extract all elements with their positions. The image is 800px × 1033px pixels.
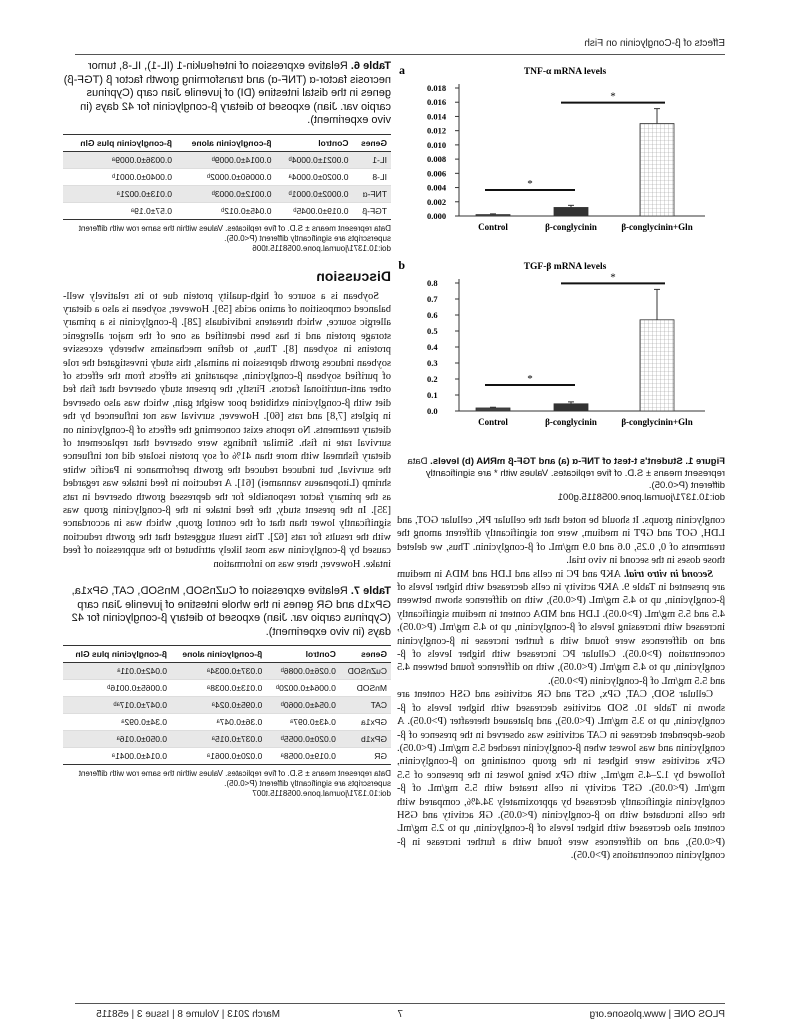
table7-note [63, 769, 391, 799]
category-label: β-conglycinin [545, 417, 597, 427]
table-cell: IL-1 [352, 151, 391, 168]
table-cell: 0.0021±0.0004ᵇ [276, 151, 353, 168]
table-cell: 0.054±0.0060ᵇ [266, 697, 340, 714]
figure1-panel-a [397, 60, 725, 255]
table-cell: IL-8 [352, 168, 391, 185]
significance-mark: * [610, 271, 616, 284]
y-tick-label: 0.008 [427, 154, 447, 165]
significance-mark: * [527, 178, 533, 190]
table-cell: 0.0020±0.0004ᵃ [276, 168, 353, 185]
y-tick-label: 0.5 [427, 326, 438, 336]
header-rule [75, 54, 725, 55]
table-cell: 0.037±0.0034ᵃ [171, 663, 266, 680]
discussion-paragraph-1: Soybean is a source of high-quality protein due to its relatively well-balanced composition of amino acids [59]. However, soybean is also a dietary allergic source, which threatens individuals [28]. β-conglycinin is a primary storage protein and it has been identified as one of the major allergenic proteins in soybean [8]. Thus, to define mechanisms whereby excessive soybean induces growth depression in animals, this study investigated the role of purified soybean β-conglycinin, separating its effects from the effects of other anti-nutritional factors. Firstly, the present study observed that fish fed diet with β-conglycinin exhibited poor weight gain, which was also observed in piglets [7,8] and rats [60]. However, survival was not influenced by the dietary treatments. No reports exist concerning the effects of β-conglycinin on survival rate in fish. Similar findings were observed that replacement of dietary fishmeal with more than 41% of soy protein isolate did not influence the survival, but induced reduced the growth performance in Pacific white shrimp (Litopenaeus vannamei) [61]. A reduction in feed intake was regarded as the primary factor responsible for the depressed growth observed in rats [35]. In the present study, the feed intake in the β-conglycinin group was significantly lower than that of the control group, which was in accordance with the results for rats [62]. This result suggested that the growth reduction caused by β-conglycinin was most likely attributed to the suppression of feed intake. However, there was no information [63, 290, 391, 570]
table7-doi[interactable]: doi:10.1371/journal.pone.0058115.t007 [252, 789, 391, 799]
table-cell: 0.0065±0.0016ᵇ [63, 680, 171, 697]
chart-tnf-alpha [397, 60, 725, 250]
category-label: Control [478, 222, 508, 232]
significance-mark: * [610, 90, 616, 103]
panel-letter: b [398, 258, 405, 272]
table-cell: TGF-β [352, 202, 391, 219]
results-paragraph-1: conglycinin groups. It should be noted that the cellular PK, cellular GOT, and LDH, GOT and GPT in medium, were not significantly different among the treatments of 0, 0.25, 0.6 and 0.9 mg/mL of β-conglycinin. Thus, we deleted those doses in the second in vivo trial. [397, 515, 725, 567]
table-cell: 0.013±0.0021ᵃ [63, 185, 176, 202]
table6-label: Table 6. [350, 60, 391, 72]
table6-header-row [63, 134, 391, 151]
table-cell: 0.045±0.012ᵇ [176, 202, 276, 219]
figure1-panel-b [397, 255, 725, 450]
y-tick-label: 0.4 [427, 342, 438, 352]
category-label: β-conglycinin+Gln [621, 417, 693, 427]
table-row [63, 202, 391, 219]
table-cell: 0.00060±0.0002ᵇ [176, 168, 276, 185]
table6-col-gln: β-conglycinin plus Gln [63, 134, 176, 151]
table7-title [63, 585, 391, 639]
table-cell: 0.36±0.047ᵃ [171, 714, 266, 731]
footer-journal[interactable]: PLOS ONE | www.plosone.org [589, 1009, 725, 1020]
table7-col-gln: β-conglycinin plus Gln [63, 646, 171, 663]
y-tick-label: 0.8 [427, 278, 438, 288]
table-cell: 0.095±0.024ᵃ [171, 697, 266, 714]
table6-caption: Relative expression of interleukin-1 (IL-1), IL-8, tumor necrosis factor-α (TNF-α) and transforming growth factor β (TGF-β) genes in the distal intestine (DI) of juvenile Jian carp (Cyprinus carpio var. Jian) exposed to dietary β-conglycinin for 42 days (in vivo experiment). [63, 60, 391, 126]
y-tick-label: 0.000 [427, 211, 447, 221]
table6-note [63, 224, 391, 254]
results-paragraph-2 [397, 568, 725, 689]
table7-col-control: Control [266, 646, 340, 663]
figure1-caption-title: Figure 1. Student's t-test of TNF-α (a) and TGF-β mRNA (b) levels. [430, 456, 725, 467]
results-subhead: Second in vitro trial. [623, 568, 713, 580]
y-tick-label: 0.7 [427, 294, 438, 304]
table6-col-genes: Genes [352, 134, 391, 151]
y-tick-label: 0.1 [427, 390, 438, 400]
footer-page-number: 7 [397, 1009, 403, 1020]
y-tick-label: 0.014 [427, 111, 447, 122]
table-cell: 0.026±0.0086ᵇ [266, 663, 340, 680]
table-cell: 0.57±0.19ᵃ [63, 202, 176, 219]
y-tick-label: 0.004 [427, 182, 447, 193]
table7-label: Table 7. [350, 585, 391, 598]
table-row [63, 168, 391, 185]
table6-doi[interactable]: doi:10.1371/journal.pone.0058115.t006 [252, 243, 391, 253]
table-row [63, 731, 391, 748]
results-paragraph-3: Cellular SOD, CAT, GPx, GST and GR activities and GSH content are shown in Table 10. SOD activities decreased with higher levels of β-conglycinin, up to 3.5 mg/mL (P<0.05), and plateaued thereafter (P>0.05). A dose-dependent decrease in CAT activities was observed in the presence of β-conglycinin and was lowest when β-conglycinin reached 5.5 mg/mL (P<0.05). GPx activities were highest in the group containing no β-conglycinin, followed by 1.2–4.5 mg/mL, with GPx being lowest in the presence of 5.5 mg/mL (P<0.05). GST activity in cells treated with 5.5 mg/mL of β-conglycinin significantly decreased by approximately 34.4%, compared with the cells incubated with no β-conglycinin (P<0.05). GR activity and GSH content also decreased with higher levels of β-conglycinin, up to 2.5 mg/mL (P<0.05), and no differences were found with a further increase in β-conglycinin concentrations (P>0.05). [397, 689, 725, 862]
y-tick-label: 0.006 [427, 168, 447, 179]
figure1-doi[interactable]: doi:10.1371/journal.pone.0058115.g001 [557, 492, 725, 503]
table6 [63, 134, 391, 220]
table-cell: 0.019±0.0045ᵇ [276, 202, 353, 219]
table7-note-text: Data represent means ± S.D. of five replicates. Values within the same row with different superscripts are significantly different (P<0.05). [78, 769, 391, 789]
table6-col-alone: β-conglycinin alone [176, 134, 276, 151]
right-column [63, 60, 391, 799]
panel-letter: a [399, 63, 405, 77]
y-tick-label: 0.6 [427, 310, 438, 320]
bar-0 [476, 408, 510, 411]
table-cell: GR [340, 748, 391, 765]
table-row [63, 185, 391, 202]
table-cell: 0.019±0.0058ᵃ [266, 748, 340, 765]
table-cell: CuZnSOD [340, 663, 391, 680]
table-cell: TNF-α [352, 185, 391, 202]
chart-title: TNF-α mRNA levels [523, 67, 607, 77]
left-column [397, 60, 725, 863]
table-cell: 0.0002±0.0001ᵇ [276, 185, 353, 202]
bar-0 [476, 215, 510, 217]
table-cell: 0.042±0.011ᵃ [63, 663, 171, 680]
y-tick-label: 0.018 [427, 83, 447, 93]
table-row [63, 680, 391, 697]
significance-mark: * [527, 373, 533, 385]
y-tick-label: 0.016 [427, 97, 447, 108]
y-tick-label: 0.3 [427, 358, 438, 368]
table-cell: 0.047±0.017ᵃᵇ [63, 697, 171, 714]
y-tick-label: 0.002 [427, 196, 447, 207]
table-cell: 0.0064±0.0020ᵇ [266, 680, 340, 697]
chart-title: TGF-β mRNA levels [523, 262, 607, 272]
discussion-heading: Discussion [316, 267, 391, 284]
y-tick-label: 0.2 [427, 374, 438, 384]
table-cell: CAT [340, 697, 391, 714]
table-row [63, 697, 391, 714]
table7-col-genes: Genes [340, 646, 391, 663]
table-cell: 0.43±0.097ᵃ [266, 714, 340, 731]
table-row [63, 151, 391, 168]
table-cell: 0.0036±0.0009ᵃ [63, 151, 176, 168]
running-header: Effects of β-Conglycinin on Fish [584, 38, 725, 49]
figure1-caption-body: Data represent means ± S.D. of five replicates. Values with * are significantly different (P<0.05). [407, 456, 725, 491]
table-cell: 0.34±0.092ᵃ [63, 714, 171, 731]
y-tick-label: 0.010 [427, 139, 447, 150]
table-cell: 0.0012±0.0003ᵇ [176, 185, 276, 202]
table-cell: 0.050±0.016ᵃ [63, 731, 171, 748]
table6-title [63, 60, 391, 128]
table-cell: 0.013±0.0038ᵃ [171, 680, 266, 697]
footer-issue: March 2013 | Volume 8 | Issue 3 | e58115 [96, 1009, 280, 1020]
table7-col-alone: β-conglycinin alone [171, 646, 266, 663]
table-cell: GPx1a [340, 714, 391, 731]
table7-caption: Relative expression of CuZnSOD, MnSOD, CAT, GPx1a, GPx1b and GR genes in the whole intestine of juvenile Jian carp (Cyprinus carpio var. Jian) exposed to dietary β-conglycinin for 42 days (in vivo experiment). [71, 585, 391, 638]
table-cell: 0.0040±0.0001ᵇ [63, 168, 176, 185]
table-cell: 0.037±0.015ᵃ [171, 731, 266, 748]
y-tick-label: 0.0 [427, 406, 438, 416]
footer-rule [75, 1003, 725, 1004]
category-label: β-conglycinin+Gln [621, 222, 693, 232]
results-paragraph-2-body: AKP and PC in cells and LDH and MDA in medium are presented in Table 9. AKP activity in cells decreased with higher levels of β-conglycinin, up to 4.5 mg/mL (P<0.05), with no difference shown between 4.5 and 5.5 mg/mL (P>0.05). LDH and MDA content in medium significantly increased with increasing levels of β-conglycinin, up to 4.5 mg/mL (P<0.05), and no differences were found with a further increase in β-conglycinin concentration (P>0.05). Cellular PC increased with higher levels of β-conglycinin, up to 4.5 mg/mL (P<0.05), with no difference found between 4.5 and 5.5 mg/mL of β-conglycinin (P>0.05). [397, 568, 725, 687]
table6-col-control: Control [276, 134, 353, 151]
bar-1 [554, 207, 588, 216]
table-row [63, 714, 391, 731]
table6-note-text: Data represent means ± S.D. of five replicates. Values within the same row with different superscripts are significantly different (P<0.05). [78, 223, 391, 243]
table-cell: GPx1b [340, 731, 391, 748]
table-row [63, 748, 391, 765]
figure1-caption [397, 456, 725, 504]
category-label: β-conglycinin [545, 222, 597, 232]
table-cell: 0.014±0.0041ᵃ [63, 748, 171, 765]
category-label: Control [478, 417, 508, 427]
table7 [63, 645, 391, 765]
bar-1 [554, 404, 588, 411]
y-tick-label: 0.012 [427, 125, 447, 136]
table-cell: 0.020±0.0061ᵃ [171, 748, 266, 765]
bar-2 [640, 320, 674, 411]
chart-tgf-beta [397, 255, 725, 445]
table-cell: MnSOD [340, 680, 391, 697]
table-cell: 0.0014±0.0009ᵇ [176, 151, 276, 168]
bar-2 [640, 124, 674, 216]
table-cell: 0.020±0.0055ᵇ [266, 731, 340, 748]
table7-header-row [63, 646, 391, 663]
table-row [63, 663, 391, 680]
